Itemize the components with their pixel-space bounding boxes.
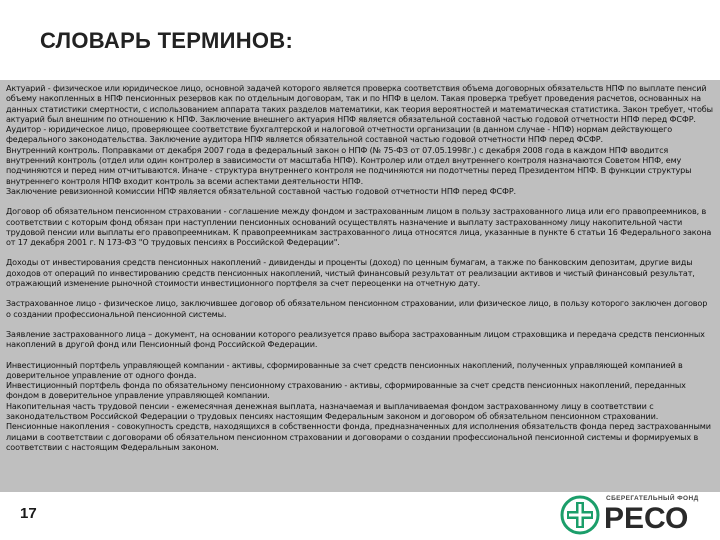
term-insured-person: Застрахованное лицо - физическое лицо, заключившее договор об обязательном пенсионном страховании, или физическое лицо, в пользу которого заключен договор о создании профессиональной пенсионной системы. — [6, 298, 708, 319]
reso-logo — [560, 493, 720, 539]
page-number: 17 — [20, 505, 37, 522]
term-management-portfolio: Инвестиционный портфель управляющей компании - активы, сформированные за счет средств пенсионных накоплений, полученных управляющей компанией в доверительное управление от одного фонда. — [6, 359, 683, 380]
slide-footer — [0, 492, 720, 540]
term-actuary: Актуарий - физическое или юридическое лицо, основной задачей которого является проверка соответствия объема договорных обязательств НПФ по выплате пенсий объему накопленных в НПФ пенсионных резервов как по отдельным договорам, так и по НПФ в целом. Такая проверка требует проведения расчетов, основанных на данных статистики смертности, с использованием аппарата таких разделов математики, как теория вероятностей и математическая статистика. Закон требует, чтобы актуарий был внешним по отношению к НПФ. Заключение внешнего актуария НПФ является обязательной составной частью годовой отчетности НПФ перед ФСФР. — [6, 83, 713, 124]
term-audit-commission: Заключение ревизионной комиссии НПФ является обязательной составной частью годовой отчетности НПФ перед ФСФР. — [6, 185, 516, 196]
term-investment-income: Доходы от инвестирования средств пенсионных накоплений - дивиденды и проценты (доход) по ценным бумагам, а также по банковским депозитам, другие виды доходов от операций по инвестированию средств пенсионных накоплений, чистый финансовый результат от реализации активов и чистый финансовый результат, отражающий изменение рыночной стоимости инвестиционного портфеля за счет переоценки на отчетную дату. — [6, 257, 695, 289]
term-auditor: Аудитор - юридическое лицо, проверяющее соответствие бухгалтерской и налоговой отчетности организации (в данном случае - НПФ) нормам действующего федерального законодательства. Заключение аудитора НПФ является обязательной составной частью годовой отчетности НПФ перед ФСФР. — [6, 124, 673, 145]
term-funded-pension: Накопительная часть трудовой пенсии - ежемесячная денежная выплата, назначаемая и выплачиваемая фондом застрахованному лицу в соответствии с законодательством Российской Федерации о трудовых пенсиях настоящим Федеральным законом и договором об обязательном пенсионном страховании. — [6, 400, 659, 422]
term-pension-savings: Пенсионные накопления - совокупность средств, находящихся в собственности фонда, предназначенных для исполнения обязательств фонда перед застрахованными лицами в соответствии с договорами об обязательном пенсионном страховании и договорами о создании профессиональной пенсионной системы и формируемых в соответствии с настоящим Федеральным законом. — [6, 421, 711, 452]
term-insured-application: Заявление застрахованного лица – документ, на основании которого реализуется право выбора застрахованным лицом страховщика и передача средств пенсионных накоплений в другой фонд или Пенсионный фонд Российской Федерации. — [6, 328, 705, 350]
term-fund-portfolio: Инвестиционный портфель фонда по обязательному пенсионному страхованию - активы, сформированные за счет средств пенсионных накоплений, переданных фондом в доверительное управление управляющей компании. — [6, 380, 686, 401]
slide-header — [0, 0, 720, 80]
page-title: СЛОВАРЬ ТЕРМИНОВ: — [40, 28, 294, 53]
logo-wordmark: РЕСО — [604, 502, 689, 535]
reso-cross-icon — [560, 495, 600, 535]
term-internal-control: Внутренний контроль. Поправками от декабря 2007 года в федеральный закон о НПФ (№ 75-ФЗ от 07.05.1998г.) с декабря 2008 года в каждом НПФ вводится внутренний контроль (отдел или один контролер в зависимости от масштаба НПФ). Контролер или отдел внутреннего контроля назначаются Советом НПФ, ему подчиняются и перед ним отчитываются. Иначе - структура внутреннего контроля не подчиняются ни подотчетны перед Президентом НПФ. В функции структуры внутреннего контроля НПФ входит контроль за всеми аспектами деятельности НПФ. — [6, 144, 692, 186]
term-ops-contract: Договор об обязательном пенсионном страховании - соглашение между фондом и застрахованным лицом в пользу застрахованного лица или его правопреемников, в соответствии с которым фонд обязан при наступлении пенсионных оснований осуществлять назначение и выплату застрахованному лицу накопительной части трудовой пенсии или выплаты его правопреемникам. К правопреемникам застрахованного лица относятся лица, указанные в пункте 6 статьи 16 Федерального закона от 17 декабря 2001 г. N 173-ФЗ "О трудовых пенсиях в Российской Федерации". — [6, 206, 712, 248]
glossary-content — [0, 80, 720, 492]
logo-subtitle: СБЕРЕГАТЕЛЬНЫЙ ФОНД — [606, 495, 699, 502]
